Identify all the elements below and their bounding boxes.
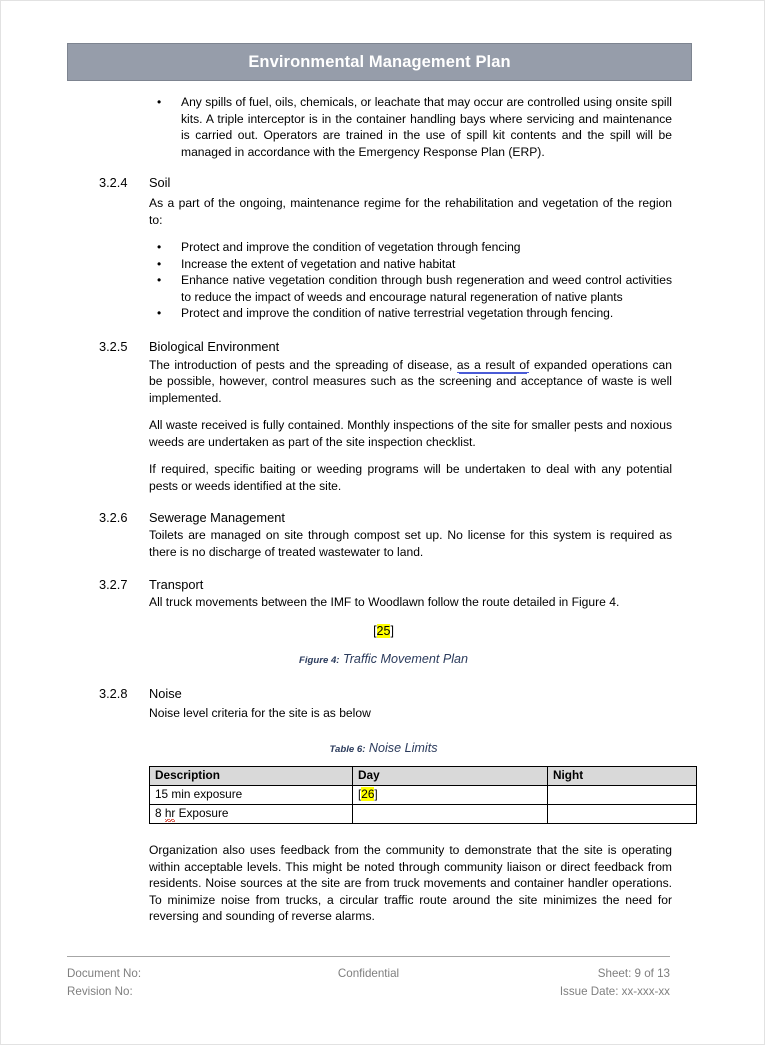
table-row bbox=[150, 786, 697, 805]
figure-reference-number[interactable]: 25 bbox=[376, 623, 391, 638]
section-number: 3.2.6 bbox=[99, 510, 128, 525]
section-transport bbox=[99, 576, 672, 611]
list-item-text: Protect and improve the condition of vegetation through fencing bbox=[181, 240, 521, 254]
page-footer bbox=[67, 956, 670, 1000]
bullet-icon: • bbox=[157, 306, 162, 320]
paragraph bbox=[149, 357, 672, 407]
section-sewerage-management bbox=[99, 509, 672, 560]
cell-night[interactable] bbox=[548, 786, 697, 805]
figure-caption bbox=[1, 650, 765, 668]
placeholder-open-bracket: [ bbox=[373, 623, 377, 638]
section-soil bbox=[99, 174, 672, 228]
document-content bbox=[1, 94, 765, 925]
section-title: Transport bbox=[149, 577, 204, 592]
figure-placeholder bbox=[1, 624, 765, 638]
section-biological-environment bbox=[99, 338, 672, 495]
table-reference-number[interactable]: 26 bbox=[361, 787, 375, 801]
figure-caption-label: Figure 4: bbox=[298, 654, 340, 666]
bullet-icon: • bbox=[157, 240, 162, 254]
placeholder-close-bracket: ] bbox=[390, 623, 394, 638]
figure-caption-text: Traffic Movement Plan bbox=[339, 651, 469, 666]
section-body bbox=[149, 357, 672, 495]
section-body bbox=[149, 594, 672, 611]
cell-text-post: Exposure bbox=[175, 806, 229, 820]
footer-revision-no: Revision No: bbox=[67, 984, 133, 998]
paragraph: Toilets are managed on site through compost set up. No license for this system is required as there is no discharge of treated wastewater to land. bbox=[149, 528, 672, 559]
bullet-icon: • bbox=[157, 273, 162, 287]
footer-document-no: Document No: bbox=[67, 967, 142, 980]
section-noise bbox=[99, 685, 672, 722]
list-item-text: Enhance native vegetation condition through bush regeneration and weed control activities to reduce the impact of weeds and encourage natural regeneration of native plants bbox=[181, 273, 672, 304]
list-item bbox=[157, 272, 672, 305]
section-body bbox=[149, 842, 672, 925]
bullet-icon: • bbox=[157, 256, 162, 271]
list-item-text: Increase the extent of vegetation and native habitat bbox=[181, 256, 456, 271]
section-heading bbox=[99, 685, 672, 703]
cell-day[interactable] bbox=[353, 805, 548, 824]
paragraph: Organization also uses feedback from the community to demonstrate that the site is operating within acceptable levels. This might be noted through community liaison or direct feedback from residents. Noise sources at the site are from truck movements and container handler operations. To minimize noise from trucks, a circular traffic route around the site minimizes the need for reversing and sounding of reverse alarms. bbox=[149, 843, 672, 923]
section-intro-text: As a part of the ongoing, maintenance regime for the rehabilitation and vegetation of the region to: bbox=[149, 196, 672, 227]
section-title: Sewerage Management bbox=[149, 510, 285, 525]
cell-night[interactable] bbox=[548, 805, 697, 824]
section-heading bbox=[99, 509, 672, 527]
column-header-night: Night bbox=[548, 767, 697, 786]
list-item-text: Any spills of fuel, oils, chemicals, or leachate that may occur are controlled using onsite spill kits. A triple interceptor is in the container handling bays where servicing and maintenance is carried out. Operators are trained in the use of spill kit contents and the spill will be managed in accordance with the Emergency Response Plan (ERP). bbox=[181, 95, 672, 159]
section-number: 3.2.7 bbox=[99, 577, 128, 592]
section-body bbox=[149, 195, 672, 228]
paragraph-text-after: expanded operations can be possible, however, control measures such as the screening and acceptance of waste is well implemented. bbox=[149, 357, 672, 405]
cell-day[interactable] bbox=[353, 786, 548, 805]
section-body bbox=[149, 527, 672, 560]
section-heading bbox=[99, 338, 672, 356]
table-caption bbox=[1, 739, 765, 757]
section-number: 3.2.5 bbox=[99, 338, 128, 354]
section-number: 3.2.4 bbox=[99, 175, 128, 190]
column-header-day: Day bbox=[353, 767, 548, 786]
soil-bullet-list bbox=[157, 239, 672, 322]
list-item bbox=[157, 256, 672, 273]
closing-paragraph-block bbox=[99, 842, 672, 925]
column-header-description: Description bbox=[150, 767, 353, 786]
list-item bbox=[157, 239, 672, 256]
table-caption-label: Table 6: bbox=[329, 744, 366, 755]
section-title: Biological Environment bbox=[149, 338, 280, 354]
spell-flagged-word[interactable]: hr bbox=[164, 806, 176, 820]
paragraph: All waste received is fully contained. Monthly inspections of the site for smaller pests and noxious weeds are undertaken as part of the site inspection checklist. bbox=[149, 418, 672, 449]
table-header-row bbox=[150, 767, 697, 786]
bullet-icon: • bbox=[157, 95, 162, 109]
page-title: Environmental Management Plan bbox=[248, 52, 511, 71]
section-number: 3.2.8 bbox=[99, 685, 128, 701]
list-item-text: Protect and improve the condition of native terrestrial vegetation through fencing. bbox=[181, 306, 614, 320]
list-item bbox=[157, 305, 672, 322]
section-body bbox=[149, 705, 672, 722]
paragraph: Noise level criteria for the site is as below bbox=[149, 705, 371, 720]
grammar-flagged-phrase[interactable]: as a result of bbox=[456, 357, 530, 372]
placeholder-close-bracket: ] bbox=[374, 787, 378, 801]
footer-row-bottom bbox=[67, 983, 670, 1001]
placeholder-open-bracket: [ bbox=[358, 787, 362, 801]
footer-sheet-number: Sheet: 9 of 13 bbox=[597, 967, 670, 980]
footer-issue-date: Issue Date: xx-xxx-xx bbox=[559, 984, 670, 998]
paragraph: If required, specific baiting or weeding programs will be undertaken to deal with any potential pests or weeds identified at the site. bbox=[149, 462, 672, 493]
section-heading bbox=[99, 576, 672, 594]
table-caption-text: Noise Limits bbox=[365, 741, 438, 755]
cell-description[interactable] bbox=[150, 805, 353, 824]
section-heading bbox=[99, 174, 672, 192]
footer-confidential: Confidential bbox=[337, 967, 400, 980]
intro-bullet-list bbox=[157, 94, 672, 160]
section-title: Soil bbox=[149, 175, 171, 190]
section-title: Noise bbox=[149, 685, 182, 701]
noise-limits-table bbox=[149, 766, 697, 824]
footer-row-top bbox=[67, 965, 670, 983]
list-item bbox=[157, 94, 672, 160]
cell-text-pre: 8 bbox=[155, 806, 165, 820]
paragraph-text-before: The introduction of pests and the spreading of disease, bbox=[149, 357, 457, 372]
paragraph: All truck movements between the IMF to Woodlawn follow the route detailed in Figure 4. bbox=[149, 595, 620, 609]
table-row bbox=[150, 805, 697, 824]
cell-description[interactable]: 15 min exposure bbox=[150, 786, 353, 805]
document-header-banner bbox=[67, 43, 692, 81]
